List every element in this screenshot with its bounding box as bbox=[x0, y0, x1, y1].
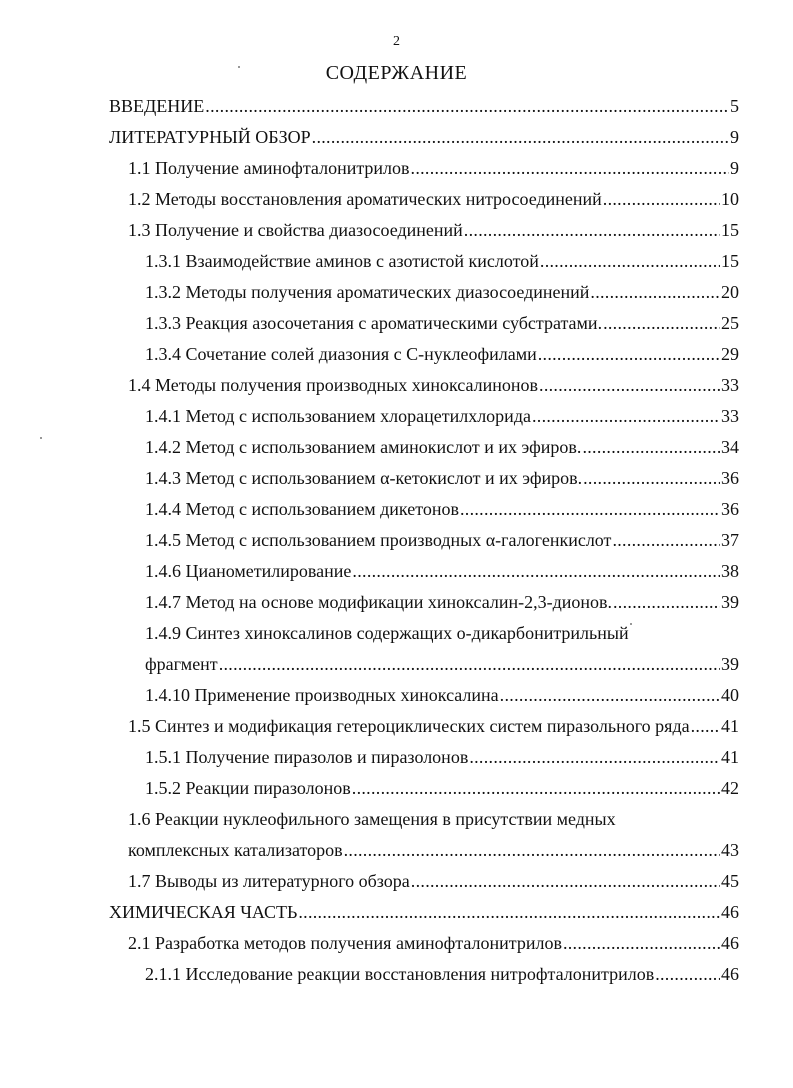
toc-entry-page: 29 bbox=[721, 344, 739, 364]
toc-entry-page: 36 bbox=[721, 468, 739, 488]
toc-entry[interactable] bbox=[145, 463, 739, 493]
scan-speck bbox=[238, 66, 240, 68]
leader-dots bbox=[540, 246, 720, 276]
toc-entry-title: 1.1 Получение аминофталонитрилов bbox=[128, 158, 410, 178]
toc-entry-title: 1.4.5 Метод с использованием производных α-галогенкислот bbox=[145, 530, 612, 550]
toc-entry-page: 5 bbox=[730, 96, 739, 116]
toc-entry-page: 39 bbox=[721, 654, 739, 674]
toc-entry-page: 45 bbox=[721, 871, 739, 891]
toc-entry-title: 1.4.4 Метод с использованием дикетонов bbox=[145, 499, 459, 519]
toc-entry-continuation: фрагмент bbox=[145, 654, 218, 674]
toc-entry[interactable] bbox=[145, 649, 739, 679]
toc-entry-title: 1.3 Получение и свойства диазосоединений bbox=[128, 220, 463, 240]
toc-entry-page: 25 bbox=[721, 313, 739, 333]
leader-dots bbox=[590, 277, 720, 307]
toc-entry-title: 1.5 Синтез и модификация гетероциклических систем пиразольного ряда bbox=[128, 716, 690, 736]
toc-entry-page: 33 bbox=[721, 375, 739, 395]
toc-entry-page: 33 bbox=[721, 406, 739, 426]
toc-entry-title: 1.3.4 Сочетание солей диазония с С-нуклеофилами bbox=[145, 344, 537, 364]
leader-dots bbox=[583, 463, 720, 493]
toc-entry-title: 1.5.1 Получение пиразолов и пиразолонов bbox=[145, 747, 469, 767]
toc-entry[interactable] bbox=[145, 959, 739, 989]
leader-dots bbox=[205, 91, 729, 121]
toc-entry-title: 1.4.10 Применение производных хиноксалина bbox=[145, 685, 499, 705]
toc-entry[interactable] bbox=[109, 122, 739, 152]
leader-dots bbox=[691, 711, 720, 741]
toc-entry-title: 1.3.2 Методы получения ароматических диазосоединений bbox=[145, 282, 590, 302]
toc-entry[interactable] bbox=[128, 928, 739, 958]
toc-entry-page: 46 bbox=[721, 933, 739, 953]
leader-dots bbox=[532, 401, 720, 431]
leader-dots bbox=[613, 587, 720, 617]
leader-dots bbox=[612, 525, 720, 555]
toc-entry-page: 46 bbox=[721, 902, 739, 922]
toc-entry-title: 1.2 Методы восстановления ароматических нитросоединений bbox=[128, 189, 602, 209]
page-number: 2 bbox=[393, 34, 400, 49]
leader-dots bbox=[411, 153, 729, 183]
toc-entry-title: 1.4.3 Метод с использованием α-кетокислот и их эфиров. bbox=[145, 468, 583, 488]
toc-entry-title: 1.4.7 Метод на основе модификации хиноксалин-2,3-дионов. bbox=[145, 592, 612, 612]
toc-entry-title: 2.1.1 Исследование реакции восстановления нитрофталонитрилов bbox=[145, 964, 655, 984]
leader-dots bbox=[538, 339, 720, 369]
leader-dots bbox=[312, 122, 729, 152]
leader-dots bbox=[500, 680, 720, 710]
toc-entry[interactable] bbox=[128, 370, 739, 400]
toc-entry-page: 38 bbox=[721, 561, 739, 581]
toc-entry[interactable] bbox=[128, 184, 739, 214]
leader-dots bbox=[563, 928, 720, 958]
leader-dots bbox=[464, 215, 720, 245]
leader-dots bbox=[582, 432, 720, 462]
leader-dots bbox=[603, 308, 720, 338]
toc-entry-page: 41 bbox=[721, 716, 739, 736]
toc-entry-title: 1.5.2 Реакции пиразолонов bbox=[145, 778, 351, 798]
leader-dots bbox=[352, 773, 720, 803]
toc-entry[interactable] bbox=[145, 401, 739, 431]
toc-entry[interactable] bbox=[128, 711, 739, 741]
toc-entry[interactable] bbox=[145, 556, 739, 586]
toc-entry-title: ХИМИЧЕСКАЯ ЧАСТЬ bbox=[109, 902, 298, 922]
toc-entry-page: 42 bbox=[721, 778, 739, 798]
toc-entry[interactable] bbox=[145, 339, 739, 369]
leader-dots bbox=[344, 835, 720, 865]
toc-entry-page: 9 bbox=[730, 158, 739, 178]
leader-dots bbox=[411, 866, 720, 896]
leader-dots bbox=[298, 897, 720, 927]
page-title: СОДЕРЖАНИЕ bbox=[325, 62, 468, 84]
toc-entry-title: 1.4.2 Метод с использованием аминокислот и их эфиров. bbox=[145, 437, 582, 457]
leader-dots bbox=[469, 742, 720, 772]
toc-entry[interactable] bbox=[145, 308, 739, 338]
toc-entry[interactable] bbox=[145, 587, 739, 617]
toc-entry[interactable] bbox=[145, 525, 739, 555]
toc-entry-page: 40 bbox=[721, 685, 739, 705]
toc-entry[interactable] bbox=[109, 897, 739, 927]
toc-entry[interactable] bbox=[145, 773, 739, 803]
toc-entry-title: ВВЕДЕНИЕ bbox=[109, 96, 205, 116]
leader-dots bbox=[603, 184, 720, 214]
toc-entry[interactable] bbox=[128, 215, 739, 245]
toc-entry-page: 15 bbox=[721, 220, 739, 240]
toc-entry[interactable] bbox=[145, 277, 739, 307]
toc-entry-page: 39 bbox=[721, 592, 739, 612]
toc-entry-page: 41 bbox=[721, 747, 739, 767]
toc-entry-title: 1.4.1 Метод с использованием хлорацетилхлорида bbox=[145, 406, 531, 426]
toc-entry-page: 15 bbox=[721, 251, 739, 271]
toc-entry-page: 37 bbox=[721, 530, 739, 550]
toc-entry-page: 20 bbox=[721, 282, 739, 302]
toc-entry[interactable] bbox=[128, 866, 739, 896]
toc-entry[interactable] bbox=[145, 494, 739, 524]
toc-entry-title: 1.4 Методы получения производных хиноксалинонов bbox=[128, 375, 539, 395]
toc-entry[interactable] bbox=[128, 835, 739, 865]
toc-entry-title: 1.3.1 Взаимодействие аминов с азотистой кислотой bbox=[145, 251, 539, 271]
leader-dots bbox=[460, 494, 720, 524]
toc-entry-title[interactable]: 1.4.9 Синтез хиноксалинов содержащих о-дикарбонитрильный bbox=[145, 623, 629, 643]
toc-entry-title: 2.1 Разработка методов получения аминофталонитрилов bbox=[128, 933, 562, 953]
toc-entry[interactable] bbox=[145, 742, 739, 772]
toc-entry-title: 1.3.3 Реакция азосочетания с ароматическими субстратами. bbox=[145, 313, 603, 333]
toc-entry-page: 9 bbox=[730, 127, 739, 147]
toc-entry[interactable] bbox=[145, 246, 739, 276]
scan-speck bbox=[40, 437, 42, 439]
toc-entry-title: 1.4.6 Цианометилирование bbox=[145, 561, 352, 581]
toc-entry[interactable] bbox=[145, 680, 739, 710]
toc-entry-page: 10 bbox=[721, 189, 739, 209]
toc-entry-title[interactable]: 1.6 Реакции нуклеофильного замещения в присутствии медных bbox=[128, 809, 616, 829]
leader-dots bbox=[655, 959, 720, 989]
toc-entry-page: 46 bbox=[721, 964, 739, 984]
toc-entry[interactable] bbox=[128, 153, 739, 183]
toc-entry-title: ЛИТЕРАТУРНЫЙ ОБЗОР bbox=[109, 127, 311, 147]
leader-dots bbox=[352, 556, 720, 586]
toc-entry-page: 34 bbox=[721, 437, 739, 457]
toc-entry-continuation: комплексных катализаторов bbox=[128, 840, 343, 860]
toc-entry-page: 36 bbox=[721, 499, 739, 519]
leader-dots bbox=[219, 649, 720, 679]
scan-speck bbox=[630, 623, 632, 625]
toc-entry[interactable] bbox=[145, 432, 739, 462]
toc-entry[interactable] bbox=[109, 91, 739, 121]
toc-entry-title: 1.7 Выводы из литературного обзора bbox=[128, 871, 410, 891]
toc-entry-page: 43 bbox=[721, 840, 739, 860]
leader-dots bbox=[539, 370, 720, 400]
